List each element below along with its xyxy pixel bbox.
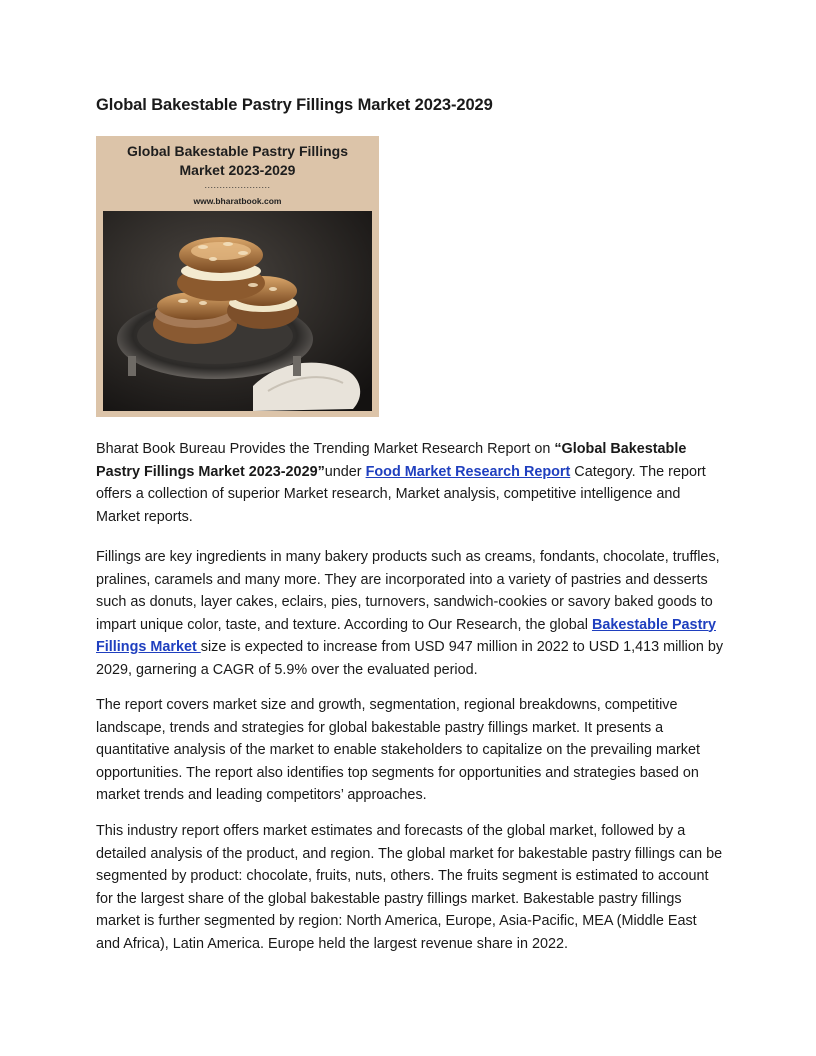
cover-title-line-2: Market 2023-2029 [179,162,296,178]
fillings-text-a: Fillings are key ingredients in many bakery products such as creams, fondants, chocolate, truffles, pralines, caramels and many more. They are incorporated into a variety of pastries and desserts such as donuts, layer cakes, eclairs, pies, turnovers, sandwich-cookies or savory baked goods to impart unique color, taste, and texture. According to Our Research, the global [96,549,720,633]
cover-title [96,142,379,180]
report-name: “Global Bakestable Pastry Fillings Market 2023-2029” [96,441,687,480]
intro-tail: Category. The report offers a collection of superior Market research, Market analysis, competitive intelligence and Market reports. [96,463,706,525]
coverage-paragraph: The report covers market size and growth, segmentation, regional breakdowns, competitive landscape, trends and strategies for global bakestable pastry fillings market. It presents a quantitative analysis of the market to enable stakeholders to capitalize on the prevailing market opportunities. The report also identifies top segments for opportunities and strategies based on market trends and leading competitors’ approaches. [96,697,700,803]
fillings-paragraph [96,546,724,681]
page-title: Global Bakestable Pastry Fillings Market 2023-2029 [96,96,493,114]
cover-dots: ...................... [204,180,271,190]
pastry-photo [103,211,372,411]
market-link[interactable]: Bakestable Pastry Fillings Market [96,616,716,655]
intro-under: under [324,463,366,480]
segmentation-paragraph: This industry report offers market estimates and forecasts of the global market, followed by a detailed analysis of the product, and region. The global market for bakestable pastry fillings can be segmented by product: chocolate, fruits, nuts, others. The fruits segment is estimated to account for the largest share of the global bakestable pastry fillings market. Bakestable pastry fillings market is further segmented by region: North America, Europe, Asia-Pacific, MEA (Middle East and Africa), Latin America. Europe held the largest revenue share in 2022. [96,823,723,952]
cover-url: www.bharatbook.com [193,196,282,206]
cover-image [96,136,379,417]
intro-lead: Bharat Book Bureau Provides the Trending Market Research Report on [96,441,555,457]
intro-paragraph [96,438,724,528]
category-link[interactable]: Food Market Research Report [365,463,571,480]
fillings-text-b: size is expected to increase from USD 947 million in 2022 to USD 1,413 million by 2029, garnering a CAGR of 5.9% over the evaluated period. [96,639,724,678]
cover-title-line-1: Global Bakestable Pastry Fillings [127,143,348,159]
